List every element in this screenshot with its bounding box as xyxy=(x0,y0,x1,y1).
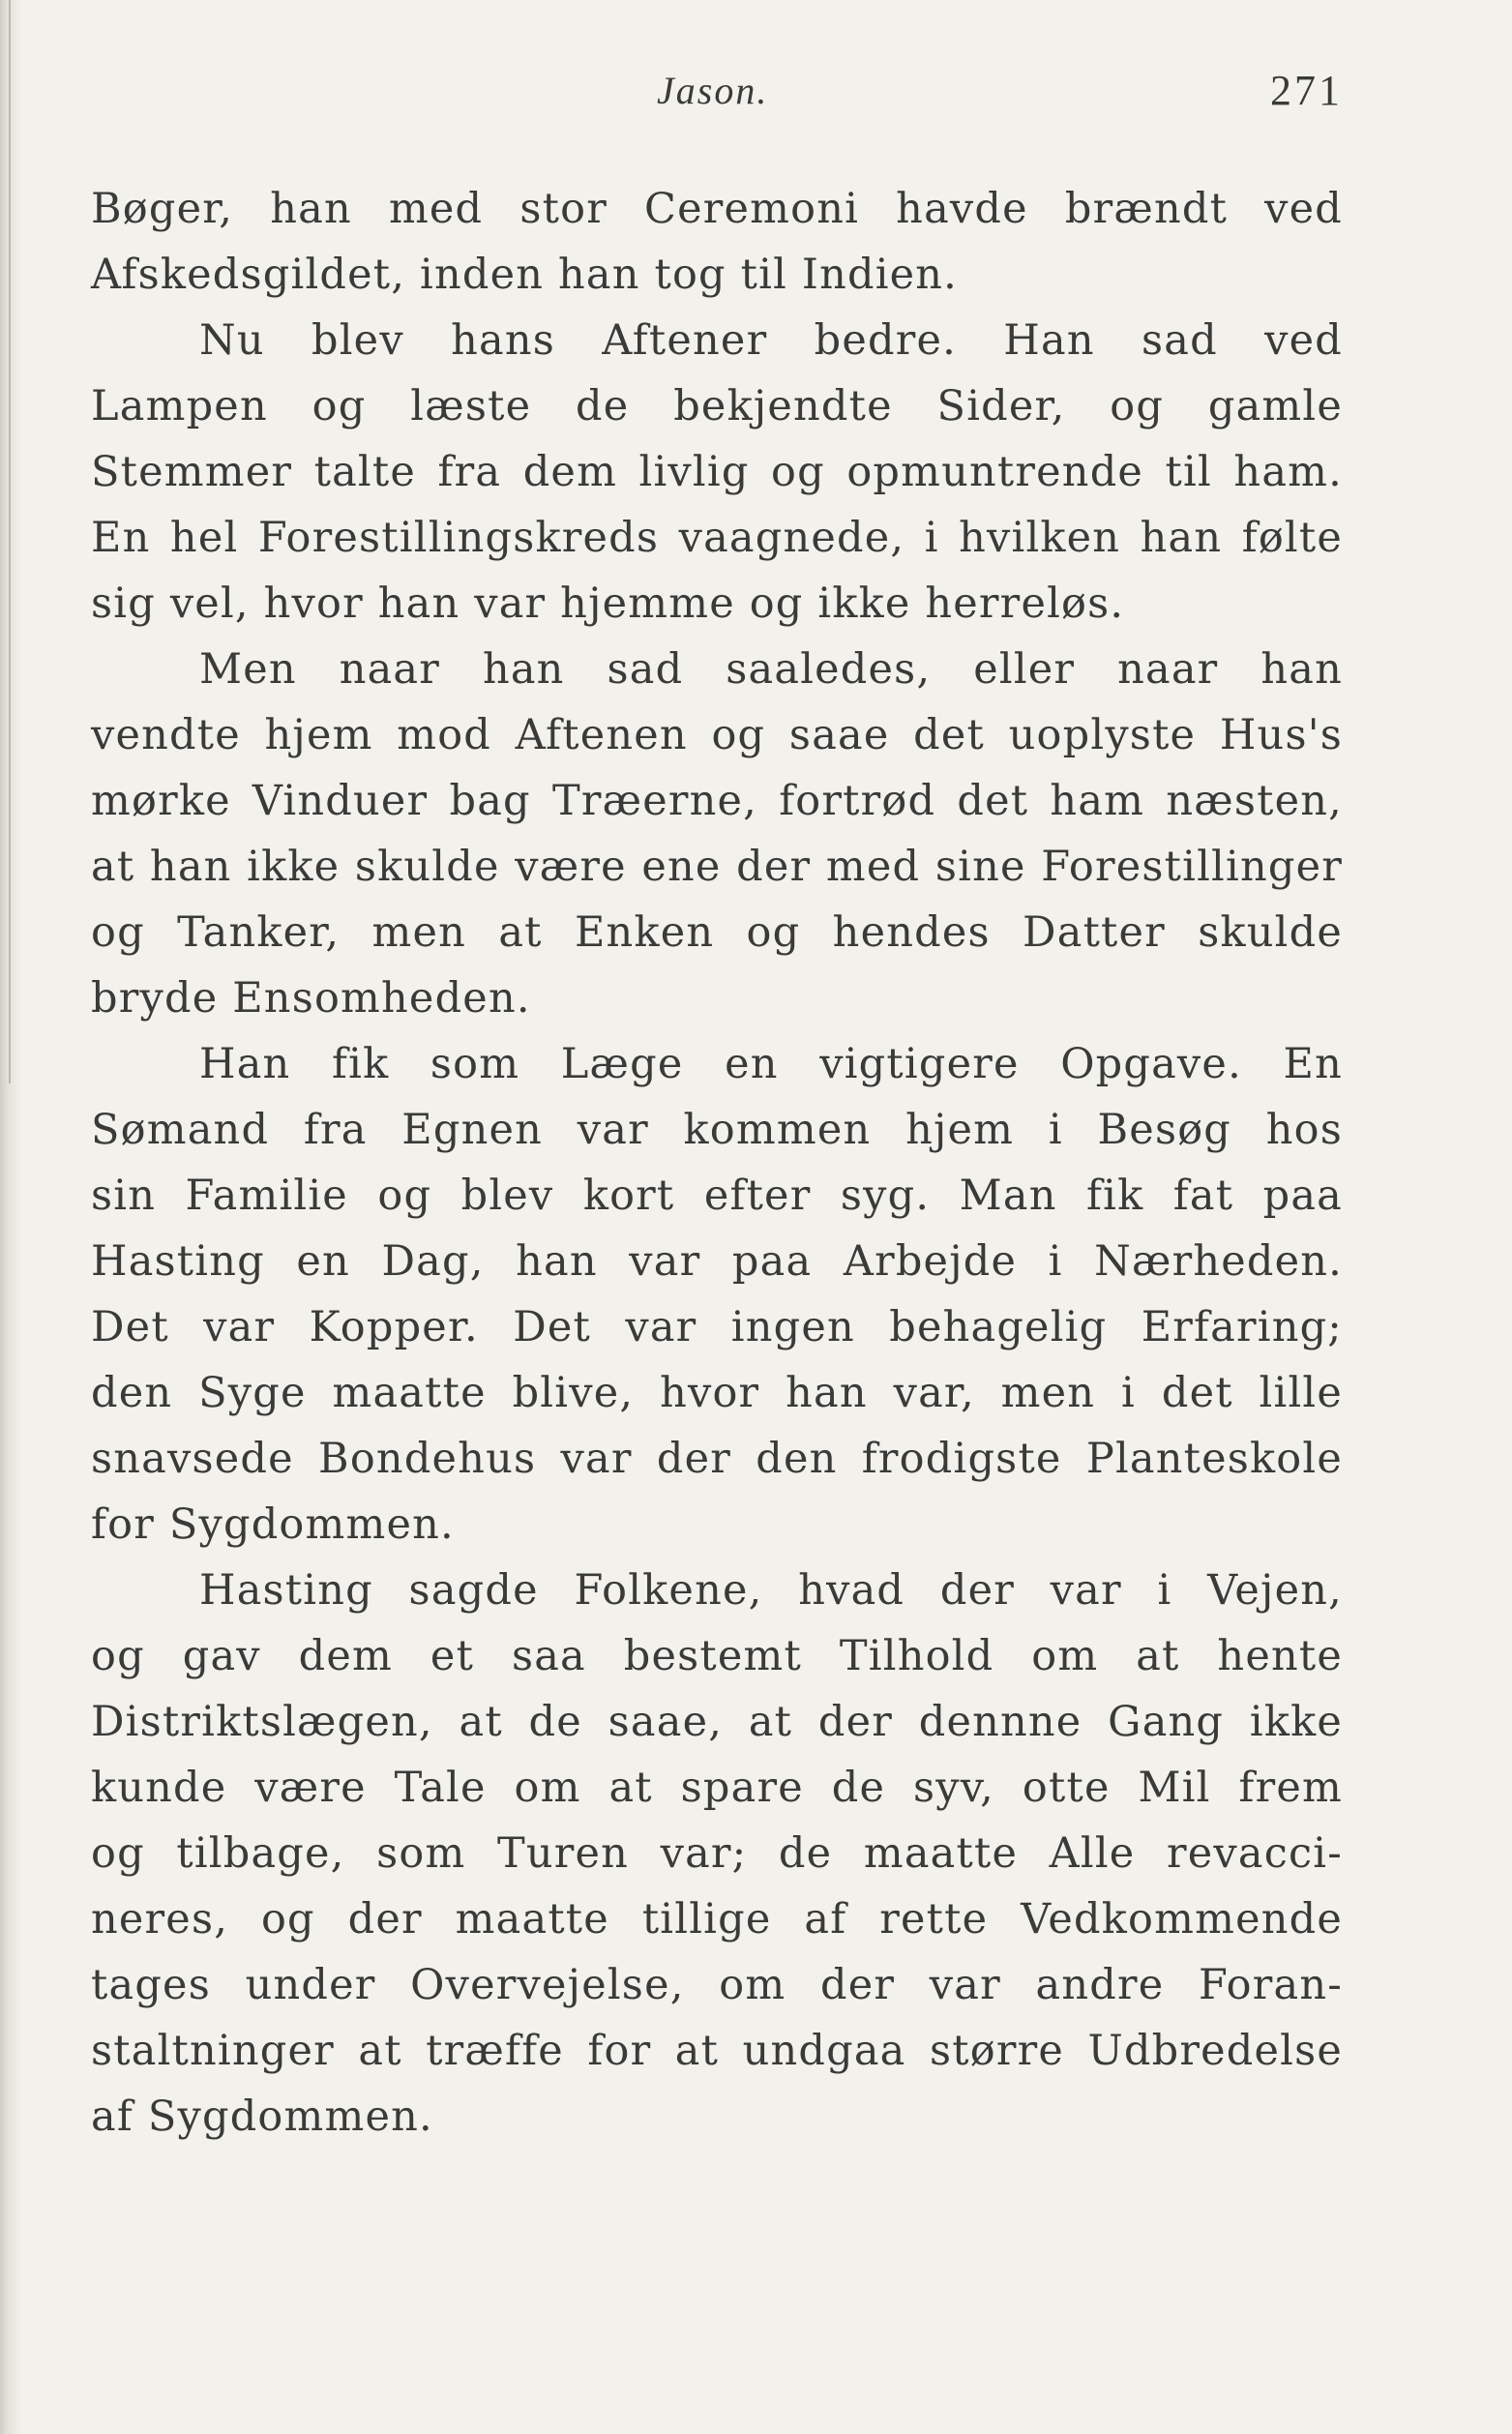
text-line: Sømand fra Egnen var kommen hjem i Besøg hos xyxy=(91,1106,1343,1154)
text-line: og tilbage, som Turen var; de maatte Alle revacci- xyxy=(91,1829,1343,1878)
text-line: og Tanker, men at Enken og hendes Datter skulde xyxy=(91,908,1343,957)
text-line: En hel Forestillingskreds vaagnede, i hvilken han følte xyxy=(91,514,1343,562)
text-line: Men naar han sad saaledes, eller naar han xyxy=(199,645,1343,694)
text-line: Han fik som Læge en vigtigere Opgave. En xyxy=(199,1040,1343,1088)
text-line: og gav dem et saa bestemt Tilhold om at hente xyxy=(91,1632,1343,1680)
text-line: den Syge maatte blive, hvor han var, men i det lille xyxy=(91,1369,1343,1417)
text-line: neres, og der maatte tillige af rette Vedkommende xyxy=(91,1895,1343,1944)
text-line: at han ikke skulde være ene der med sine Forestillinger xyxy=(91,843,1343,891)
text-line: Distriktslægen, at de saae, at der dennne Gang ikke xyxy=(91,1698,1343,1746)
text-line: tages under Overvejelse, om der var andre Foran- xyxy=(91,1961,1343,2009)
text-line: Lampen og læste de bekjendte Sider, og gamle xyxy=(91,382,1343,430)
text-line: Nu blev hans Aftener bedre. Han sad ved xyxy=(199,316,1343,365)
text-line: snavsede Bondehus var der den frodigste Planteskole xyxy=(91,1435,1343,1483)
text-line: Det var Kopper. Det var ingen behagelig Erfaring; xyxy=(91,1303,1343,1351)
gutter-line xyxy=(9,0,11,1083)
running-title: Jason. xyxy=(657,69,769,112)
text-line: kunde være Tale om at spare de syv, otte Mil frem xyxy=(91,1764,1343,1812)
text-line: Stemmer talte fra dem livlig og opmuntrende til ham. xyxy=(91,448,1343,496)
gutter-shadow xyxy=(0,0,21,2434)
text-line: Hasting en Dag, han var paa Arbejde i Nærheden. xyxy=(91,1237,1343,1286)
text-line: sin Familie og blev kort efter syg. Man fik fat paa xyxy=(91,1172,1343,1220)
text-line: af Sygdommen. xyxy=(91,2093,433,2141)
text-line: mørke Vinduer bag Træerne, fortrød det ham næsten, xyxy=(91,777,1343,825)
text-line: vendte hjem mod Aftenen og saae det uoplyste Hus's xyxy=(91,711,1343,759)
text-line: staltninger at træffe for at undgaa større Udbredelse xyxy=(91,2027,1343,2075)
body-text xyxy=(91,176,1343,2150)
page-number: 271 xyxy=(1270,67,1343,114)
page-header xyxy=(91,60,1343,128)
text-line: Afskedsgildet, inden han tog til Indien. xyxy=(91,251,959,299)
text-line: Hasting sagde Folkene, hvad der var i Vejen, xyxy=(199,1566,1343,1615)
text-line: Bøger, han med stor Ceremoni havde brændt ved xyxy=(91,185,1343,233)
text-line: bryde Ensomheden. xyxy=(91,974,531,1023)
text-line: for Sygdommen. xyxy=(91,1500,455,1549)
text-line: sig vel, hvor han var hjemme og ikke herreløs. xyxy=(91,579,1125,628)
